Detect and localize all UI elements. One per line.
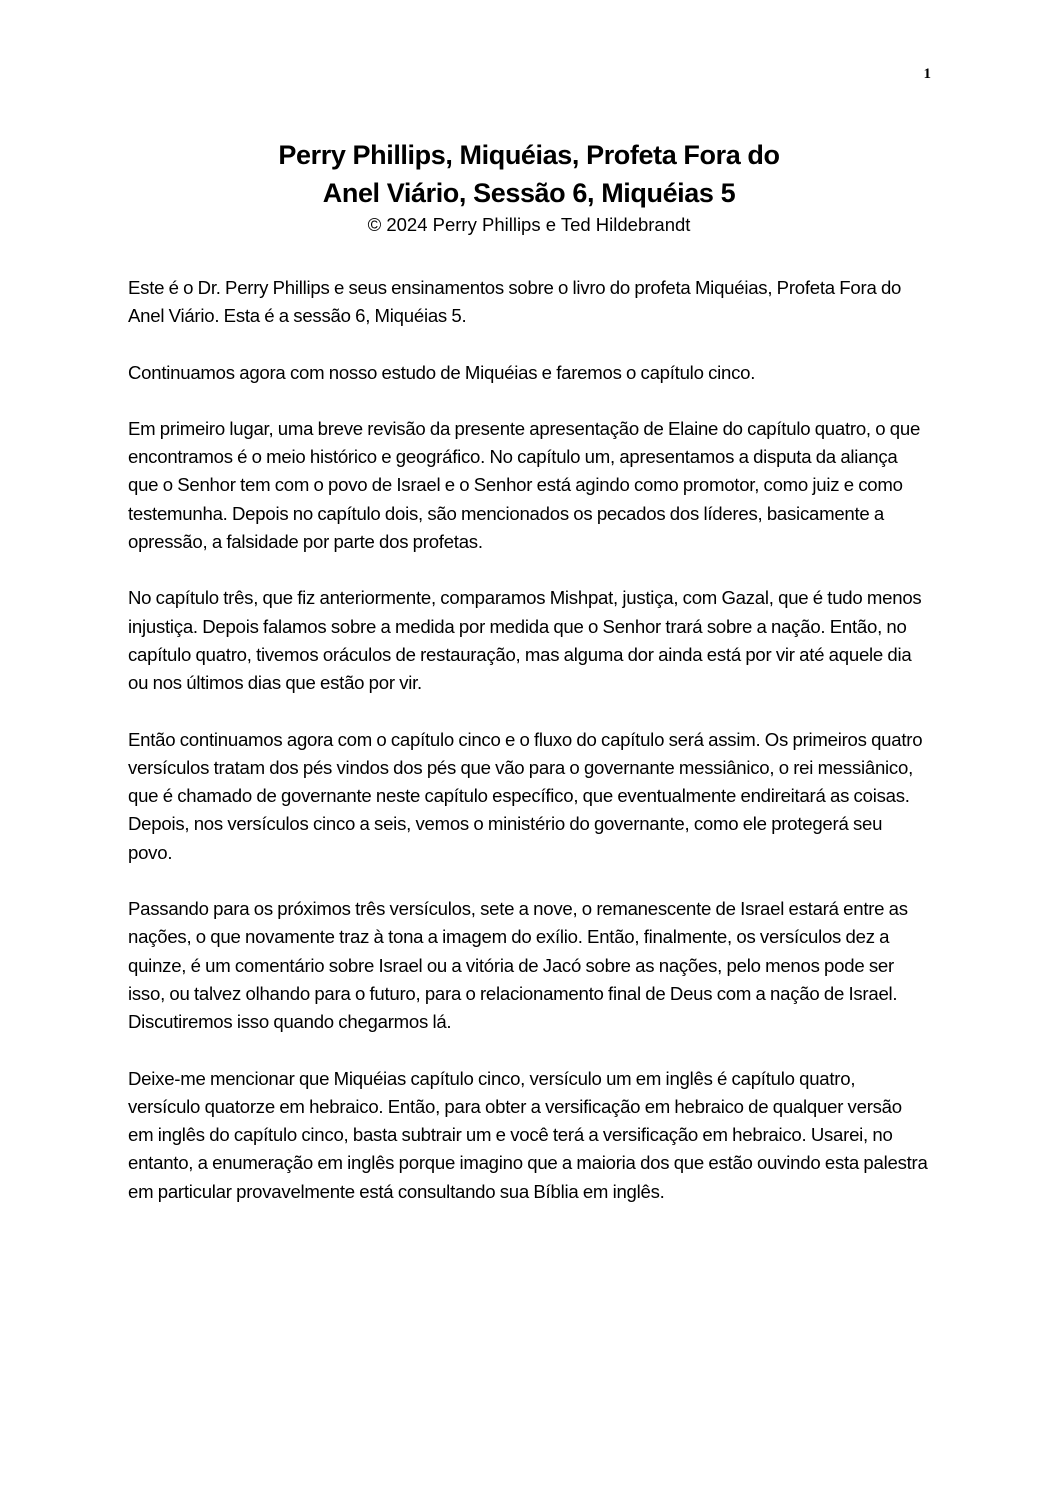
paragraph: Passando para os próximos três versículos, sete a nove, o remanescente de Israel estará entre as nações, o que novamente traz à tona a imagem do exílio. Então, finalmente, os versículos dez a quinze, é um comentário sobre Israel ou a vitória de Jacó sobre as nações, pelo menos pode ser isso, ou talvez olhando para o futuro, para o relacionamento final de Deus com a nação de Israel. Discutiremos isso quando chegarmos lá. — [128, 898, 908, 1033]
document-header — [128, 136, 930, 238]
copyright-line: © 2024 Perry Phillips e Ted Hildebrandt — [367, 214, 691, 235]
paragraph: Então continuamos agora com o capítulo cinco e o fluxo do capítulo será assim. Os primeiros quatro versículos tratam dos pés vindos dos pés que vão para o governante messiânico, o rei messiânico, que é chamado de governante neste capítulo específico, que eventualmente endireitará as coisas. Depois, nos versículos cinco a seis, vemos o ministério do governante, como ele protegerá seu povo. — [128, 728, 923, 863]
title-line-2: Anel Viário, Sessão 6, Miquéias 5 — [322, 178, 736, 208]
document-body — [128, 274, 930, 1234]
paragraph: Este é o Dr. Perry Phillips e seus ensinamentos sobre o livro do profeta Miquéias, Profeta Fora do Anel Viário. Esta é a sessão 6, Miquéias 5. — [128, 277, 902, 327]
title-line-1: Perry Phillips, Miquéias, Profeta Fora do — [278, 140, 780, 170]
page-number: 1 — [923, 66, 931, 82]
paragraph: Em primeiro lugar, uma breve revisão da presente apresentação de Elaine do capítulo quatro, o que encontramos é o meio histórico e geográfico. No capítulo um, apresentamos a disputa da aliança que o Senhor tem com o povo de Israel e o Senhor está agindo como promotor, como juiz e como testemunha. Depois no capítulo dois, são mencionados os pecados dos líderes, basicamente a opressão, a falsidade por parte dos profetas. — [128, 417, 921, 553]
paragraph: No capítulo três, que fiz anteriormente, comparamos Mishpat, justiça, com Gazal, que é tudo menos injustiça. Depois falamos sobre a medida por medida que o Senhor trará sobre a nação. Então, no capítulo quatro, tivemos oráculos de restauração, mas alguma dor ainda está por vir até aquele dia ou nos últimos dias que estão por vir. — [128, 587, 922, 694]
paragraph: Continuamos agora com nosso estudo de Miquéias e faremos o capítulo cinco. — [128, 361, 756, 383]
paragraph: Deixe-me mencionar que Miquéias capítulo cinco, versículo um em inglês é capítulo quatro, versículo quatorze em hebraico. Então, para obter a versificação em hebraico de qualquer versão em inglês do capítulo cinco, basta subtrair um e você terá a versificação em hebraico. Usarei, no entanto, a enumeração em inglês porque imagino que a maioria dos que estão ouvindo esta palestra em particular provavelmente está consultando sua Bíblia em inglês. — [128, 1067, 928, 1202]
document-title — [128, 136, 930, 212]
